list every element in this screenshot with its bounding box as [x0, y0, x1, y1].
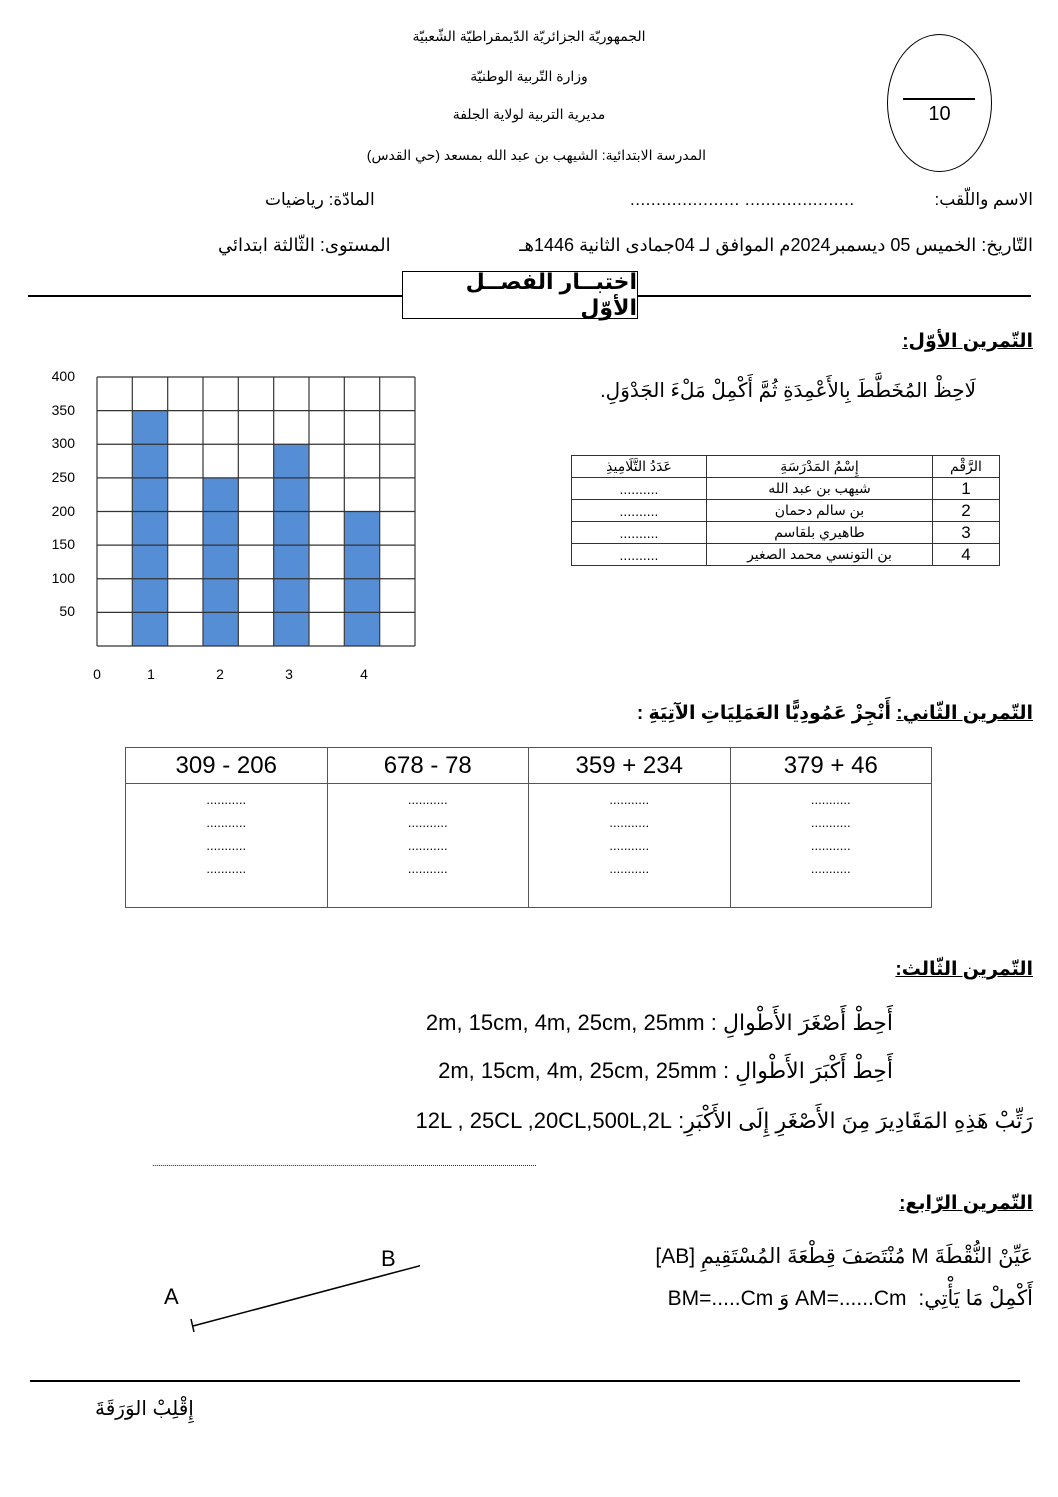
row-number: 2 — [933, 500, 1000, 522]
name-label: الاسم واللّقب: — [934, 190, 1033, 209]
x-tick-label: 4 — [360, 666, 368, 682]
header-school-name: إِسْمُ المَدْرَسَةِ — [707, 456, 933, 478]
row-count-blank[interactable]: .......... — [572, 522, 707, 544]
header-directorate: مديرية التربية لولاية الجلفة — [452, 106, 606, 122]
answer-cell[interactable] — [730, 784, 932, 908]
bar-chart — [0, 360, 440, 690]
exercise4-line2 — [668, 1286, 1033, 1311]
complete-label: أَكْمِلْ مَا يَأْتِي: — [918, 1287, 1033, 1310]
answer-cell[interactable] — [327, 784, 529, 908]
y-tick-label: 400 — [51, 368, 75, 384]
header-student-count: عَدَدُ التَّلَامِيذِ — [572, 456, 707, 478]
smallest-values[interactable]: 2m, 15cm, 4m, 25cm, 25mm — [425, 1010, 705, 1035]
dots-line: ........... — [407, 838, 448, 853]
dots-line: ........... — [609, 792, 650, 807]
grade-oval — [887, 34, 992, 172]
y-tick-label: 300 — [51, 435, 75, 452]
dots-line: ........... — [810, 815, 851, 830]
exercise2-title: التّمرين الثّاني: — [896, 703, 1033, 724]
x-tick-label: 3 — [285, 666, 293, 682]
schools-table — [571, 455, 1000, 566]
exercise3-line3 — [415, 1108, 1033, 1134]
grade-total: 10 — [928, 103, 951, 125]
dots-line: ........... — [407, 815, 448, 830]
operation: 309 - 206 — [126, 748, 328, 784]
answer-cell[interactable] — [126, 784, 328, 908]
operations-row — [126, 748, 932, 784]
x-tick-label: 1 — [147, 666, 155, 682]
divider-left — [28, 295, 402, 297]
date: التّاريخ: الخميس 05 ديسمبر2024م الموافق لـ 04جمادى الثانية 1446هـ — [519, 235, 1033, 255]
dots-line: ........... — [810, 861, 851, 876]
operation: 678 - 78 — [327, 748, 529, 784]
y-tick-label: 250 — [51, 468, 75, 485]
operations-table — [125, 747, 932, 908]
exercise3-line1 — [426, 1010, 893, 1036]
exercise2-instruction: أَنْجِزْ عَمُودِيًّا العَمَلِيَاتِ الآتِيَةِ : — [636, 703, 892, 724]
dots-line: ........... — [206, 838, 247, 853]
row-school: طاهيري بلقاسم — [707, 522, 933, 544]
exercise3-title: التّمرين الثّالث: — [895, 959, 1033, 980]
segment-ab — [150, 1240, 420, 1340]
y-tick-label: 200 — [51, 502, 75, 519]
name-field[interactable]: ..................... ..................... — [630, 190, 855, 209]
row-number: 1 — [933, 478, 1000, 500]
answer-cell[interactable] — [529, 784, 731, 908]
subject: المادّة: رياضيات — [265, 190, 375, 209]
largest-label: أَحِطْ أَكْبَرَ الأَطْوالِ : — [722, 1058, 893, 1083]
y-tick-label: 100 — [51, 569, 75, 586]
exercise3-answer-line[interactable]: ................................................................................................................................................................................................ — [152, 1158, 537, 1168]
exercise3-line2 — [438, 1058, 893, 1084]
order-values: 12L , 25CL ,20CL,500L,2L — [415, 1108, 672, 1133]
row-school: بن التونسي محمد الصغير — [707, 544, 933, 566]
y-tick-label: 150 — [51, 536, 75, 553]
dots-line: ........... — [206, 861, 247, 876]
largest-values[interactable]: 2m, 15cm, 4m, 25cm, 25mm — [438, 1058, 717, 1083]
bar-2 — [203, 478, 238, 646]
dots-line: ........... — [609, 861, 650, 876]
dots-line: ........... — [810, 838, 851, 853]
dots-line: ........... — [609, 815, 650, 830]
y-tick-label: 350 — [51, 401, 75, 418]
exercise4-line1: عَيِّنْ النُّقْطَةَ M مُنْتَصَفَ قِطْعَةَ المُسْتَقِيمِ [AB] — [655, 1245, 1033, 1268]
table-row — [572, 522, 1000, 544]
table-row — [572, 500, 1000, 522]
dots-line: ........... — [407, 861, 448, 876]
x-tick-label: 0 — [93, 666, 101, 682]
point-b-label: B — [381, 1246, 396, 1271]
dots-line: ........... — [206, 792, 247, 807]
exercise1-instruction: لَاحِظْ المُخَطَّطَ بِالأَعْمِدَةِ ثُمَّ أَكْمِلْ مَلْءَ الجَدْوَلِ. — [600, 380, 976, 402]
row-count-blank[interactable]: .......... — [572, 478, 707, 500]
dots-line: ........... — [609, 838, 650, 853]
exam-title: اختبــار الفصــل الأوّل — [402, 271, 638, 319]
operation: 379 + 46 — [730, 748, 932, 784]
table-row — [572, 478, 1000, 500]
distance-values[interactable]: AM=......Cm وَ BM=.....Cm — [667, 1287, 907, 1310]
table-row — [572, 544, 1000, 566]
answers-row — [126, 784, 932, 908]
dots-line: ........... — [407, 792, 448, 807]
row-number: 3 — [933, 522, 1000, 544]
header-ministry: وزارة التّربية الوطنيّة — [470, 68, 588, 84]
divider-right — [638, 295, 1031, 297]
point-a-label: A — [164, 1284, 179, 1309]
exercise2-heading — [637, 702, 1033, 725]
row-number: 4 — [933, 544, 1000, 566]
row-school: شيهب بن عبد الله — [707, 478, 933, 500]
dots-line: ........... — [810, 792, 851, 807]
exercise1-title: التّمرين الأوّل: — [902, 331, 1033, 352]
operation: 359 + 234 — [529, 748, 731, 784]
row-count-blank[interactable]: .......... — [572, 544, 707, 566]
exercise4-title: التّمرين الرّابع: — [899, 1193, 1033, 1214]
smallest-label: أَحِطْ أَصْغَرَ الأَطْوالِ : — [710, 1010, 893, 1035]
level: المستوى: الثّالثة ابتدائي — [218, 235, 391, 255]
order-label: رَتِّبْ هَذِهِ المَقَادِيرَ مِنَ الأَصْغَرِ إِلَى الأَكْبَرِ: — [678, 1108, 1033, 1133]
turn-page-note: إِقْلِبْ الوَرَقَةَ — [95, 1398, 194, 1420]
x-tick-label: 2 — [216, 666, 224, 682]
header-school: المدرسة الابتدائية: الشيهب بن عبد الله بمسعد (حي القدس) — [366, 147, 706, 163]
row-school: بن سالم دحمان — [707, 500, 933, 522]
dots-line: ........... — [206, 815, 247, 830]
row-count-blank[interactable]: .......... — [572, 500, 707, 522]
y-tick-label: 50 — [59, 603, 75, 620]
header-number: الرَّقْم — [933, 456, 1000, 478]
table-header-row — [572, 456, 1000, 478]
bar-1 — [132, 411, 167, 646]
grade-fraction-bar — [903, 98, 975, 100]
header-republic: الجمهوريّة الجزائريّة الدّيمقراطيّة الشّعبيّة — [412, 28, 646, 44]
footer-divider — [30, 1380, 1020, 1382]
